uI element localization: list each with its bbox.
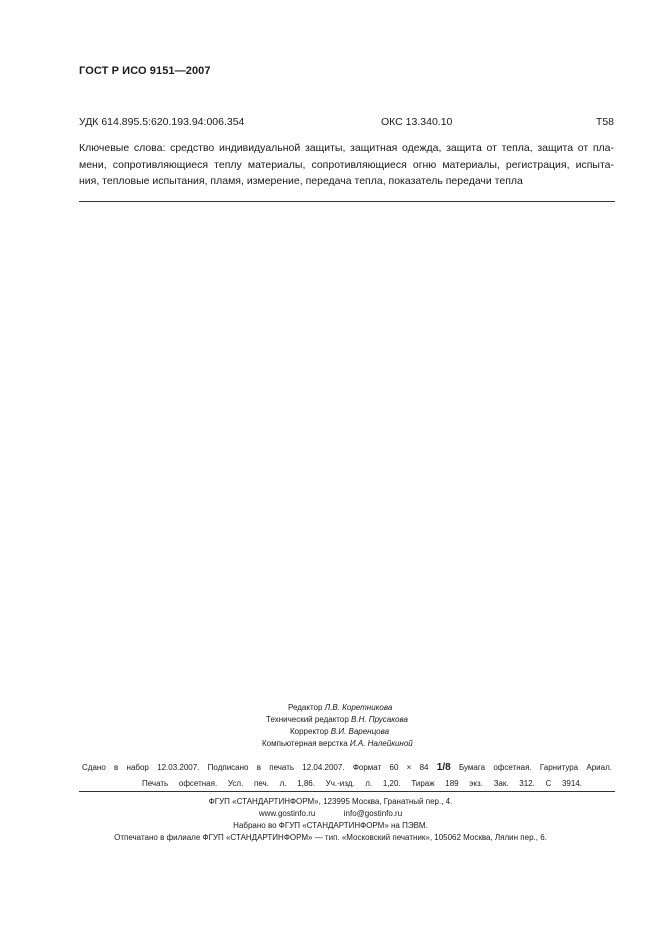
imprint-field: Сдано в набор 12.03.2007. [82, 763, 200, 772]
imprint-field: Формат 60 × 84 1/8 [352, 762, 451, 773]
imprint-field: Зак. 312. [493, 778, 535, 788]
credit-tech-editor [266, 714, 408, 726]
typeset-note: Набрано во ФГУП «СТАНДАРТИНФОРМ» на ПЭВМ. [233, 821, 428, 830]
imprint-field: Бумага офсетная. [458, 763, 532, 772]
publisher-block [0, 796, 661, 844]
credit-name: В.И. Варенцова [330, 727, 390, 736]
credit-role: Компьютерная верстка [262, 739, 348, 748]
publisher-address: ФГУП «СТАНДАРТИНФОРМ», 123995 Москва, Гранатный пер., 4. [208, 797, 453, 806]
keywords-line: Ключевые слова: средство индивидуальной защиты, защитная одежда, защита от тепла, защита от пла- [79, 142, 614, 154]
credit-name: И.А. Налейкиной [349, 739, 413, 748]
keywords-line: ния, тепловые испытания, пламя, измерение, передача тепла, показатель передачи тепла [79, 175, 523, 187]
credit-name: Л.В. Коретникова [324, 703, 393, 712]
printed-note: Отпечатано в филиале ФГУП «СТАНДАРТИНФОРМ» — тип. «Московский печатник», 105062 Москва, Лялин пер., 6. [114, 833, 547, 842]
group-code: Т58 [595, 116, 614, 128]
credit-proofreader [290, 726, 389, 738]
credit-role: Технический редактор [266, 715, 349, 724]
imprint-line-1 [82, 760, 612, 776]
divider-bottom [79, 791, 615, 792]
publisher-email[interactable]: info@gostinfo.ru [343, 809, 403, 818]
publisher-website[interactable]: www.gostinfo.ru [258, 809, 316, 818]
publisher-contacts [0, 808, 661, 820]
classification-row [79, 116, 614, 130]
imprint-field: Подписано в печать 12.04.2007. [207, 763, 345, 772]
divider-top [79, 201, 615, 202]
imprint-field: Усл. печ. л. 1,86. [227, 778, 315, 788]
credit-role: Корректор [290, 727, 329, 736]
standard-designation: ГОСТ Р ИСО 9151—2007 [79, 65, 211, 77]
oks-code: ОКС 13.340.10 [381, 116, 453, 128]
imprint-field: С 3914. [545, 778, 582, 788]
imprint-block [82, 760, 612, 791]
credit-role: Редактор [288, 703, 323, 712]
imprint-field: Тираж 189 экз. [411, 778, 483, 788]
credit-editor [288, 702, 392, 714]
keywords-block [79, 140, 614, 190]
credit-layout [262, 738, 413, 750]
imprint-field: Уч.-изд. л. 1,20. [325, 778, 401, 788]
imprint-field: Печать офсетная. [142, 778, 218, 788]
credit-name: В.Н. Прусакова [351, 715, 408, 724]
imprint-field: Гарнитура Ариал. [539, 763, 612, 772]
keywords-line: мени, сопротивляющиеся теплу материалы, сопротивляющиеся огню материалы, регистрация, испыта- [79, 158, 614, 171]
format-fraction: 1/8 [436, 762, 451, 773]
imprint-line-2 [82, 776, 612, 792]
udk-code: УДК 614.895.5:620.193.94:006.354 [79, 116, 245, 128]
